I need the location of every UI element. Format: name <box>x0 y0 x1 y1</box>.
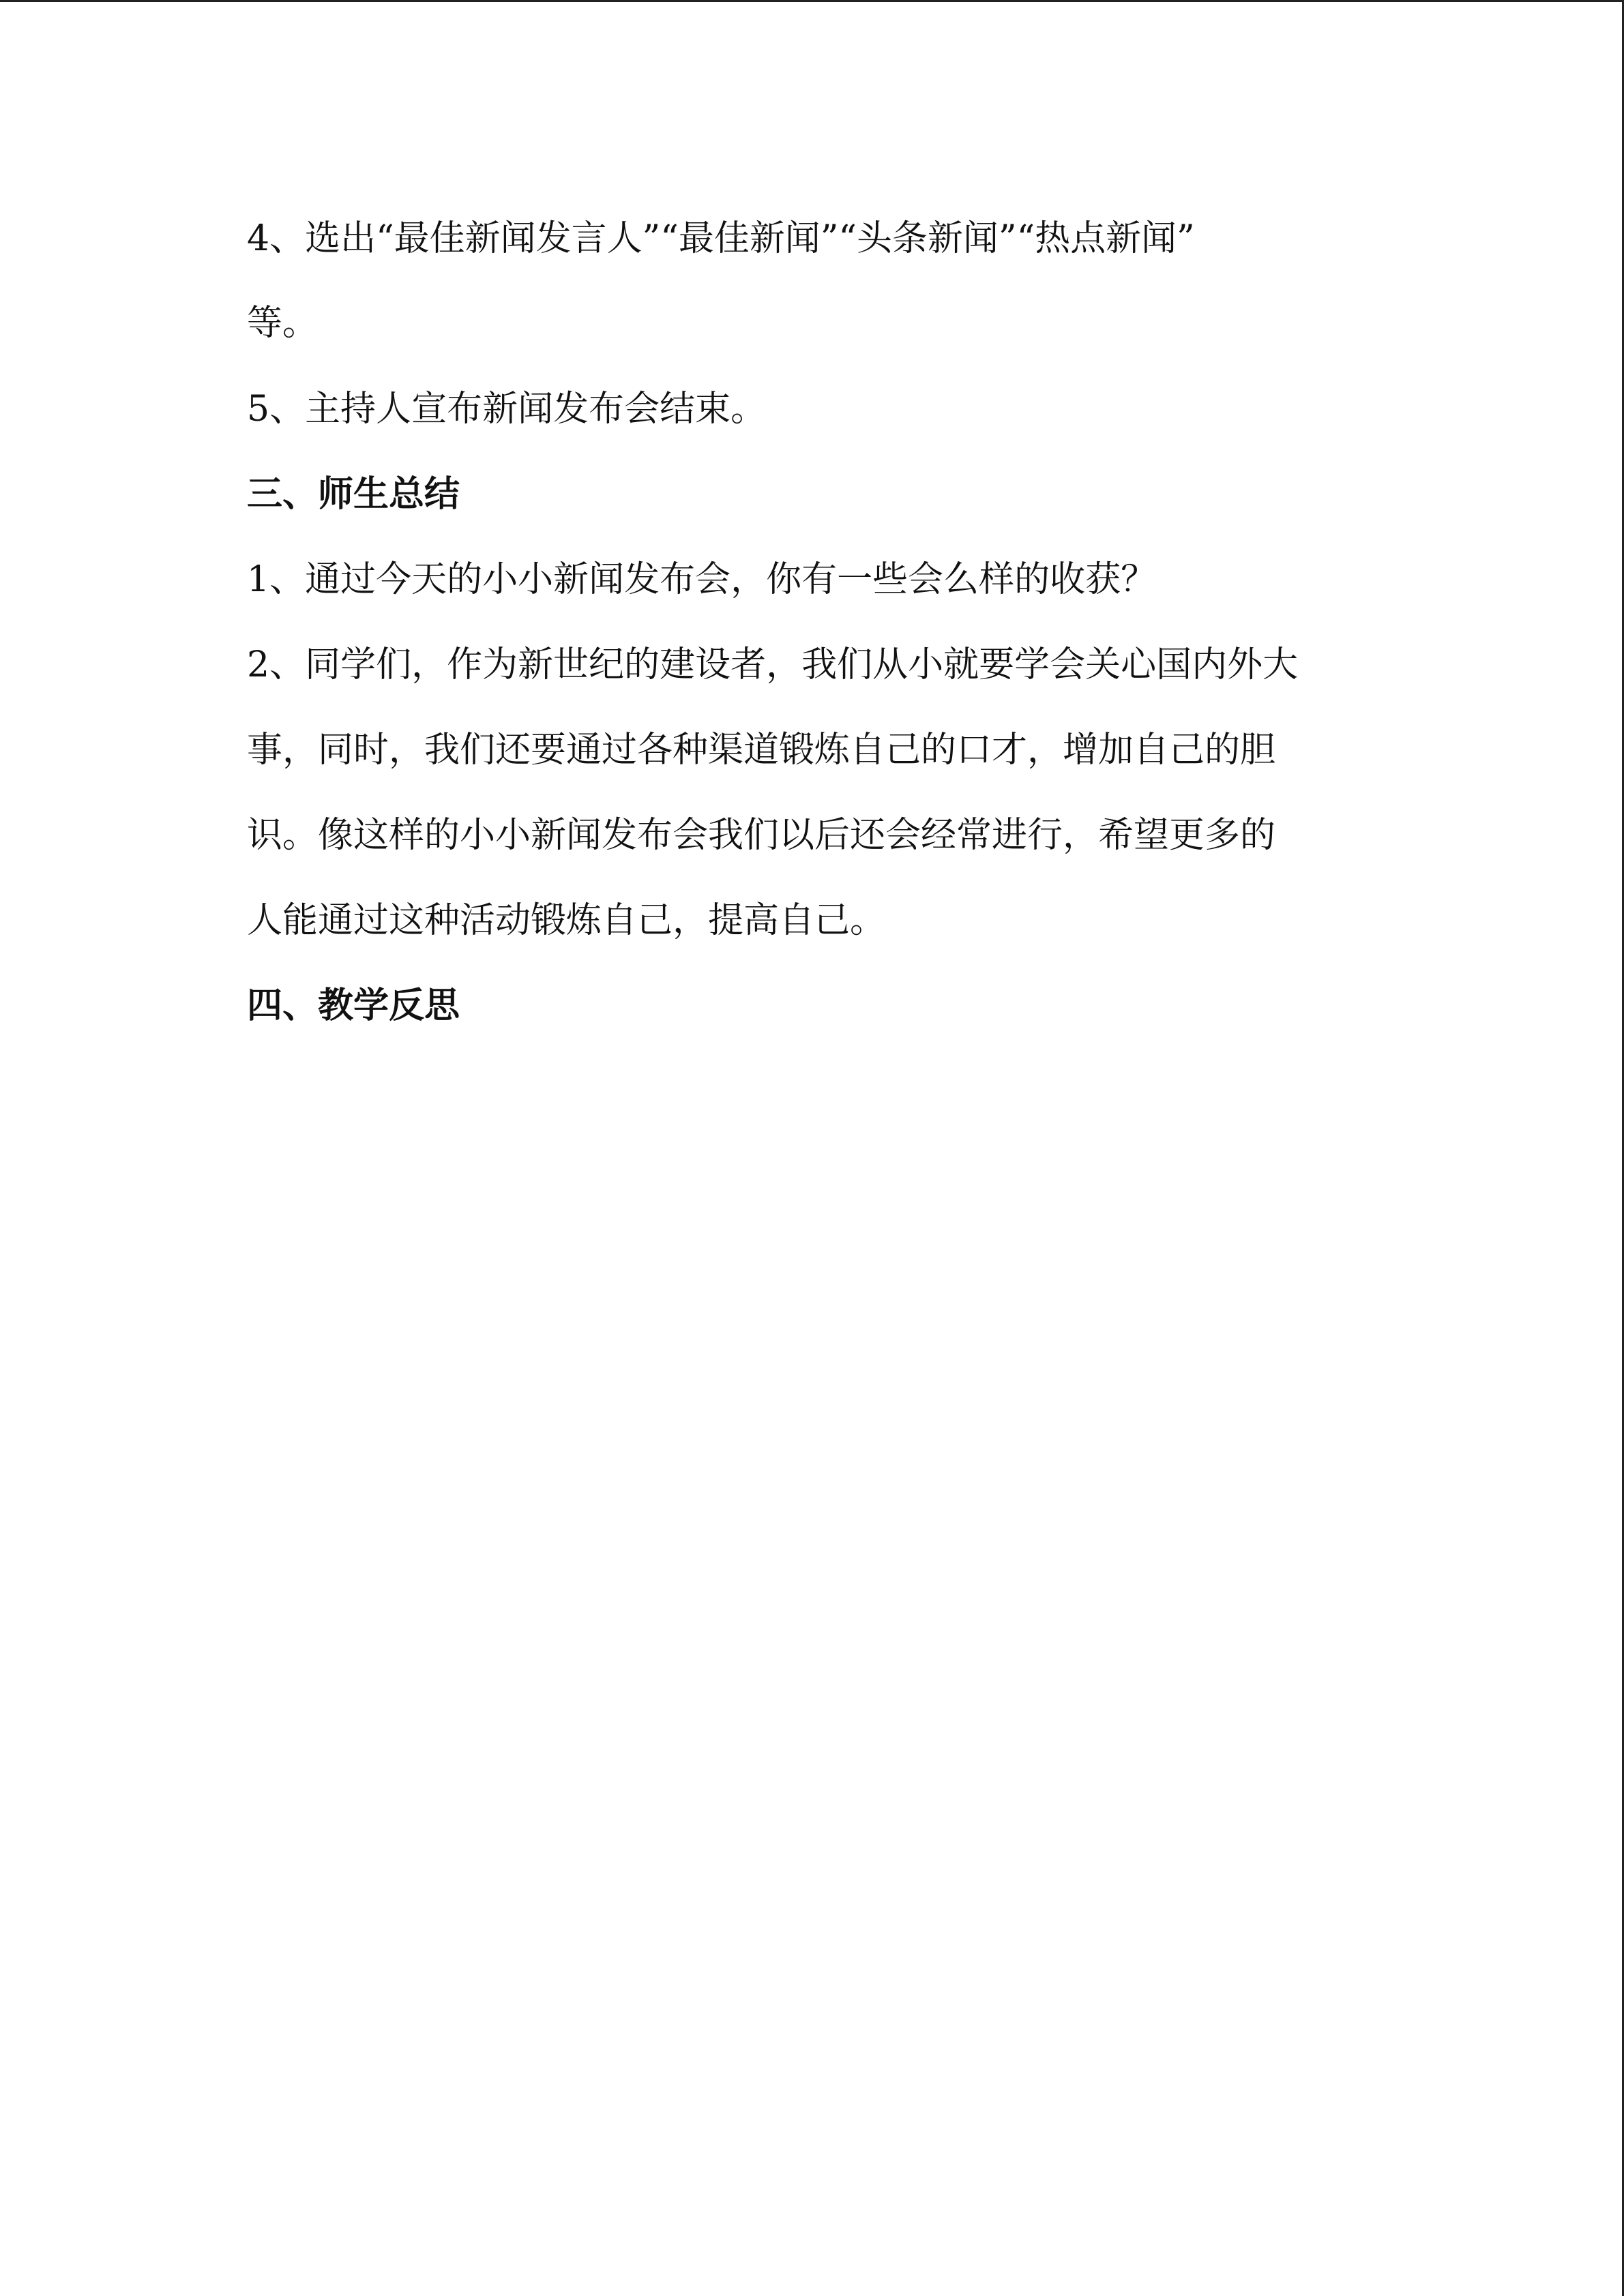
section-heading-reflection: 四、教学反思 <box>247 985 460 1026</box>
list-item-5: 5、主持人宣布新闻发布会结束。 <box>247 389 767 430</box>
summary-item-1: 1、通过今天的小小新闻发布会，你有一些会么样的收获？ <box>247 559 1157 600</box>
page-border-top <box>0 0 1624 2</box>
list-item-4: 4、选出“最佳新闻发言人”“最佳新闻”“头条新闻”“热点新闻” <box>247 218 1195 259</box>
summary-item-2-line-1: 2、同学们，作为新世纪的建设者，我们从小就要学会关心国内外大 <box>247 644 1299 685</box>
list-item-4-continuation: 等。 <box>247 303 319 344</box>
section-heading-summary: 三、师生总结 <box>247 473 460 515</box>
summary-item-2-line-2: 事，同时，我们还要通过各种渠道锻炼自己的口才，增加自己的胆 <box>247 730 1276 771</box>
summary-item-2-line-3: 识。像这样的小小新闻发布会我们以后还会经常进行，希望更多的 <box>247 815 1276 856</box>
summary-item-2-line-4: 人能通过这种活动锻炼自己，提高自己。 <box>247 900 886 941</box>
